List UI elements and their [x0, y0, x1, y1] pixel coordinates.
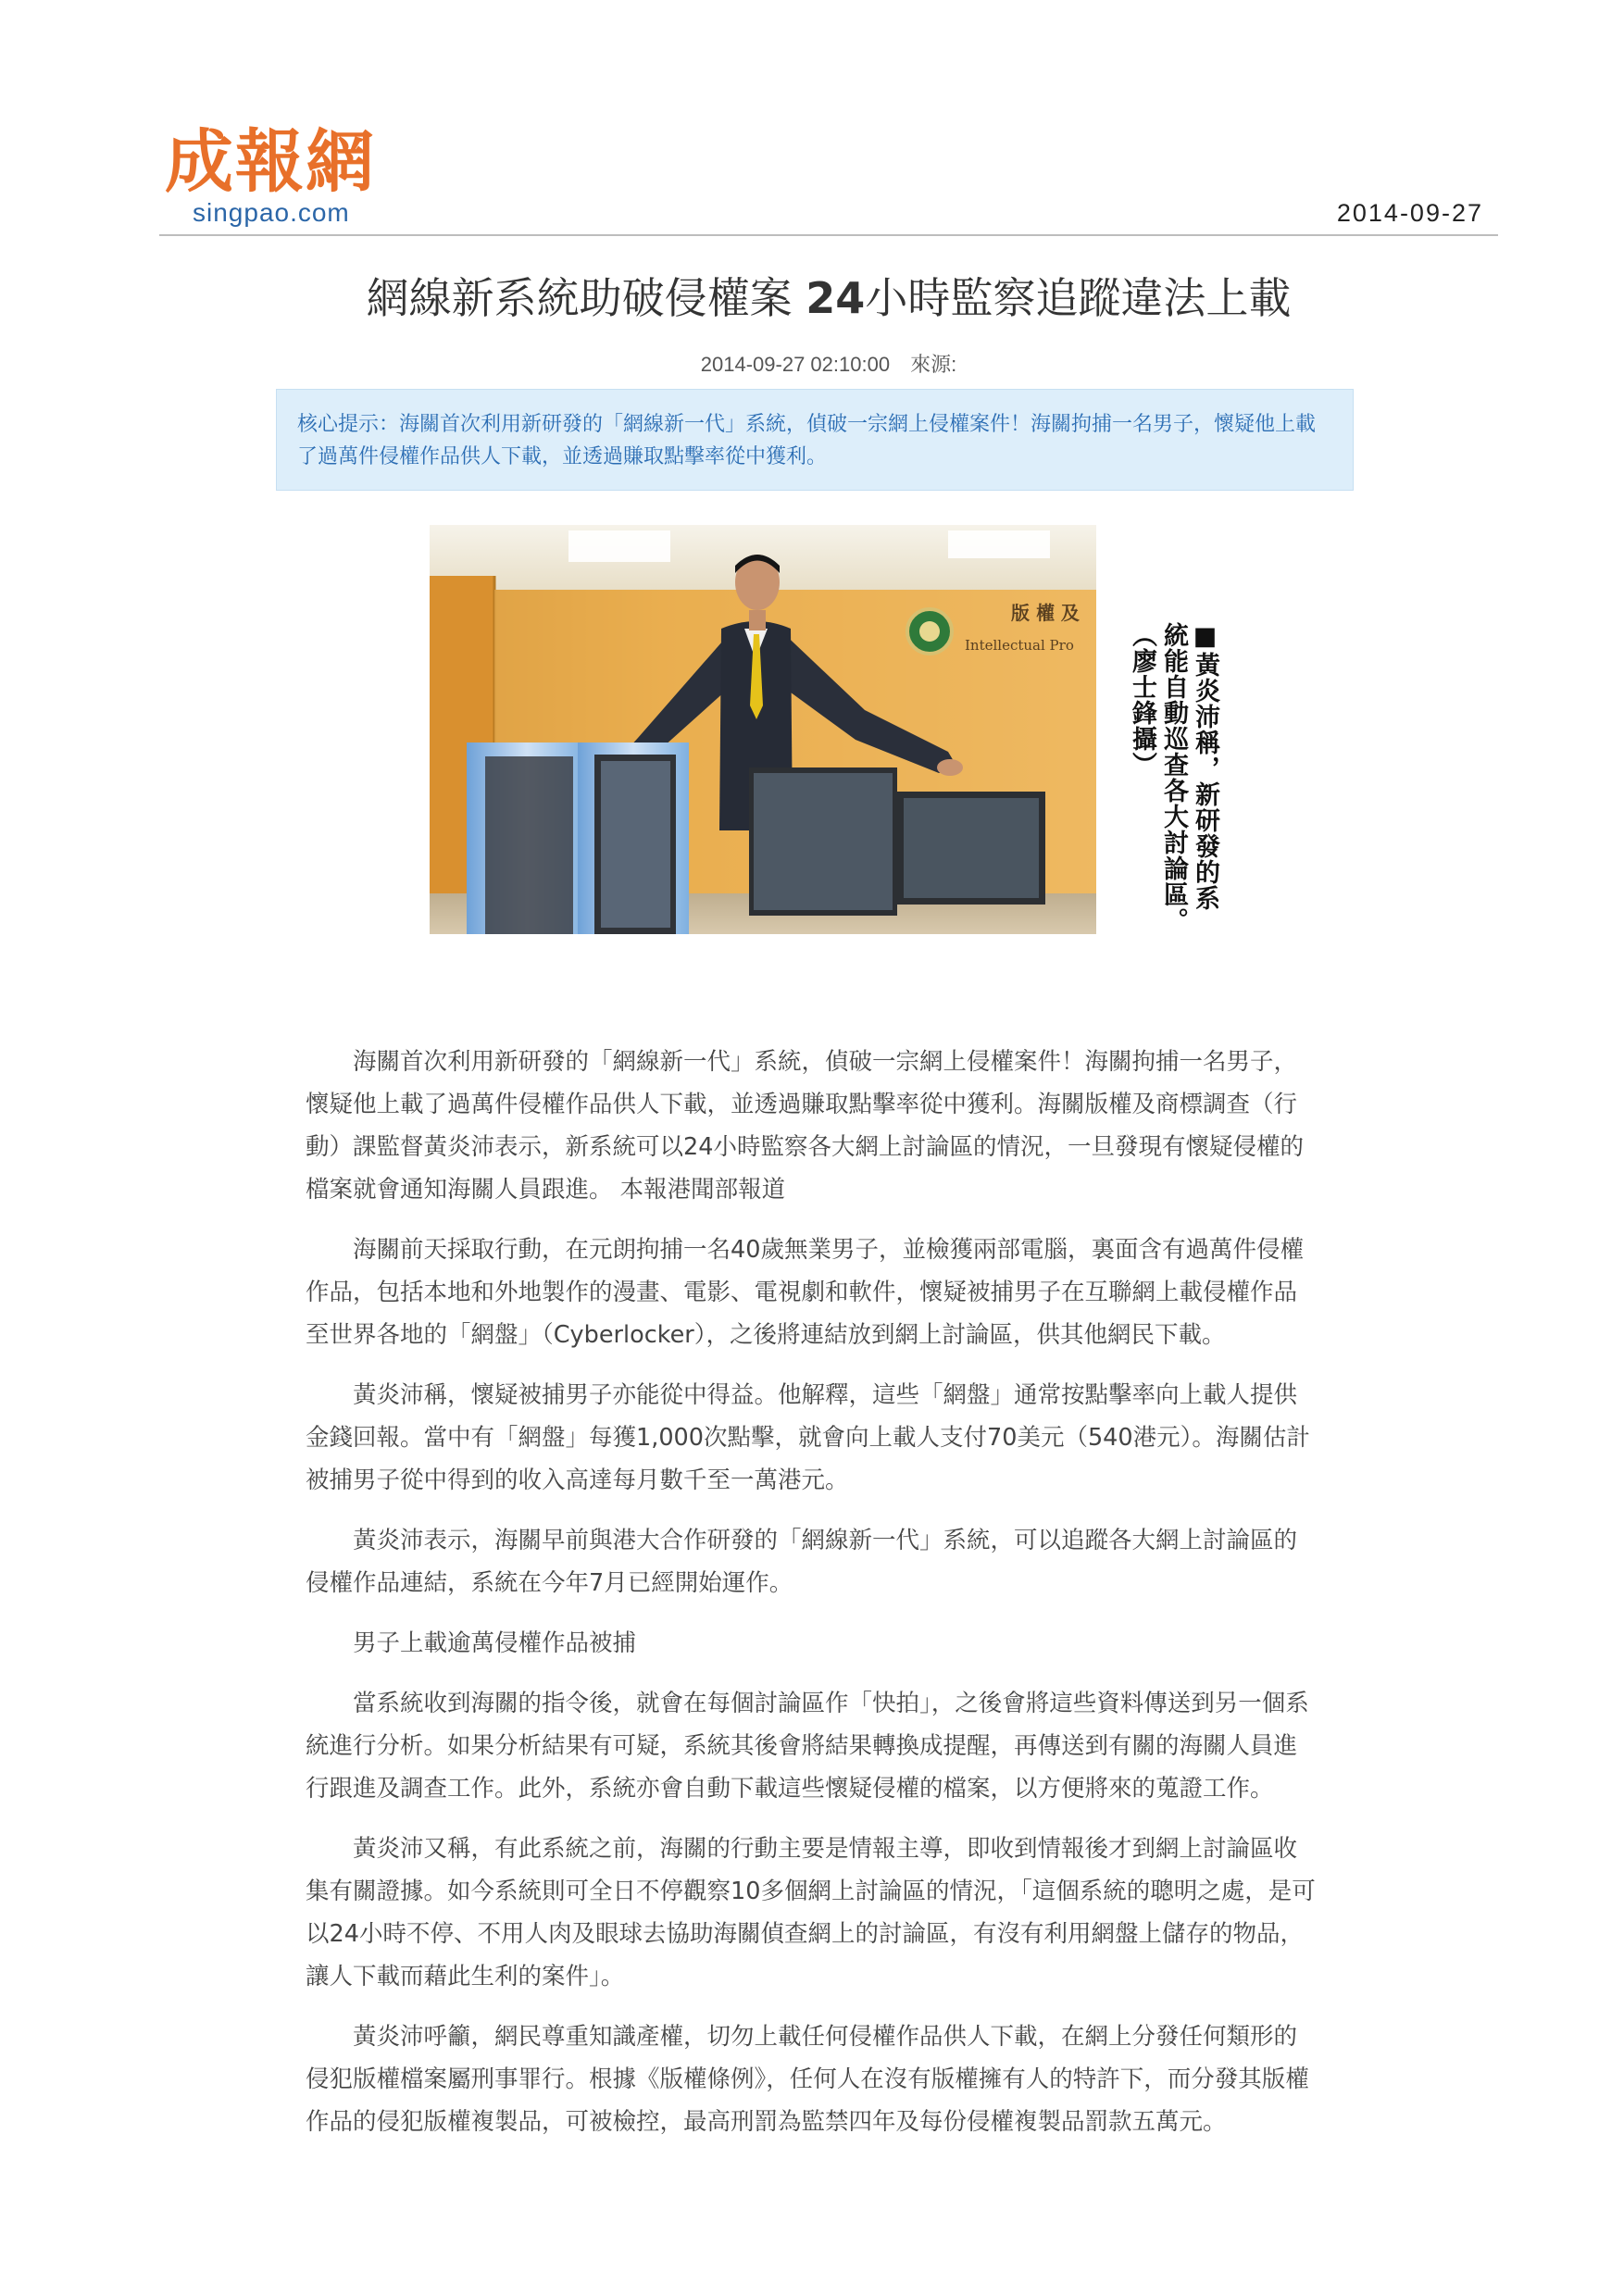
photo-ceiling-light [568, 530, 670, 562]
photo-ceiling-light [948, 530, 1050, 558]
photo-sign-text: 版 權 及 [1011, 602, 1080, 624]
article-source-label: 來源: [910, 353, 957, 376]
article-photo [430, 525, 1096, 934]
article-paragraph: 黃炎沛又稱，有此系統之前，海關的行動主要是情報主導，即收到情報後才到網上討論區收集有關證據。如今系統則可全日不停觀察10多個網上討論區的情況，「這個系統的聰明之處，是可以24小時不停、不用人肉及眼球去協助海關偵查網上的討論區，有沒有利用網盤上儲存的物品，讓人下載而藉此生利的案件」。 [306, 1835, 1316, 1990]
article-subheading: 男子上載逾萬侵權作品被捕 [353, 1629, 637, 1657]
article-paragraph: 黃炎沛表示，海關早前與港大合作研發的「網線新一代」系統，可以追蹤各大網上討論區的侵權作品連結，系統在今年7月已經開始運作。 [306, 1527, 1298, 1597]
article-datetime: 2014-09-27 02:10:00 [700, 353, 891, 376]
photo-emblem-inner [919, 621, 940, 642]
header-date: 2014-09-27 [1336, 199, 1483, 227]
site-logo-url[interactable]: singpao.com [193, 198, 350, 227]
article-meta [159, 349, 1498, 378]
header-divider [159, 234, 1498, 236]
summary-box: 核心提示：海關首次利用新研發的「網線新一代」系統，偵破一宗網上侵權案件！海關拘捕一名男子，懷疑他上載了過萬件侵權作品供人下載，並透過賺取點擊率從中獲利。 [276, 389, 1354, 491]
title-part-1: 網線新系統助破侵權案 [366, 273, 806, 323]
photo-sign-text-en: Intellectual Pro [965, 637, 1074, 654]
article-title [159, 270, 1498, 326]
title-part-2: 小時監察追蹤違法上載 [865, 273, 1292, 323]
article-body [306, 1041, 1318, 2161]
article-paragraph: 黃炎沛稱，懷疑被捕男子亦能從中得益。他解釋，這些「網盤」通常按點擊率向上載人提供金錢回報。當中有「網盤」每獲1,000次點擊，就會向上載人支付70美元（540港元）。海關估計被捕男子從中得到的收入高達每月數千至一萬港元。 [306, 1381, 1310, 1494]
title-number: 24 [806, 273, 866, 323]
article-paragraph: 海關首次利用新研發的「網線新一代」系統，偵破一宗網上侵權案件！海關拘捕一名男子，懷疑他上載了過萬件侵權作品供人下載，並透過賺取點擊率從中獲利。海關版權及商標調查（行動）課監督黃炎沛表示，新系統可以24小時監察各大網上討論區的情況，一旦發現有懷疑侵權的檔案就會通知海關人員跟進。 本報港聞部報道 [306, 1048, 1304, 1204]
article-paragraph: 當系統收到海關的指令後，就會在每個討論區作「快拍」，之後會將這些資料傳送到另一個系統進行分析。如果分析結果有可疑，系統其後會將結果轉換成提醒，再傳送到有關的海關人員進行跟進及調查工作。此外，系統亦會自動下載這些懷疑侵權的檔案，以方便將來的蒐證工作。 [306, 1690, 1309, 1803]
article-paragraph: 海關前天採取行動，在元朗拘捕一名40歲無業男子，並檢獲兩部電腦，裏面含有過萬件侵權作品，包括本地和外地製作的漫畫、電影、電視劇和軟件，懷疑被捕男子在互聯網上載侵權作品至世界各地的「網盤」（Cyberlocker），之後將連結放到網上討論區，供其他網民下載。 [306, 1236, 1304, 1349]
photo-caption: ■黃炎沛稱，新研發的系統能自動巡查各大討論區。（廖士鋒攝） [1128, 622, 1219, 933]
article-paragraph: 黃炎沛呼籲，網民尊重知識產權，切勿上載任何侵權作品供人下載，在網上分發任何類形的侵犯版權檔案屬刑事罪行。根據《版權條例》，任何人在沒有版權擁有人的特許下，而分發其版權作品的侵犯版權複製品，可被檢控，最高刑罰為監禁四年及每份侵權複製品罰款五萬元。 [306, 2023, 1309, 2136]
site-logo[interactable]: 成報網 [165, 122, 376, 202]
